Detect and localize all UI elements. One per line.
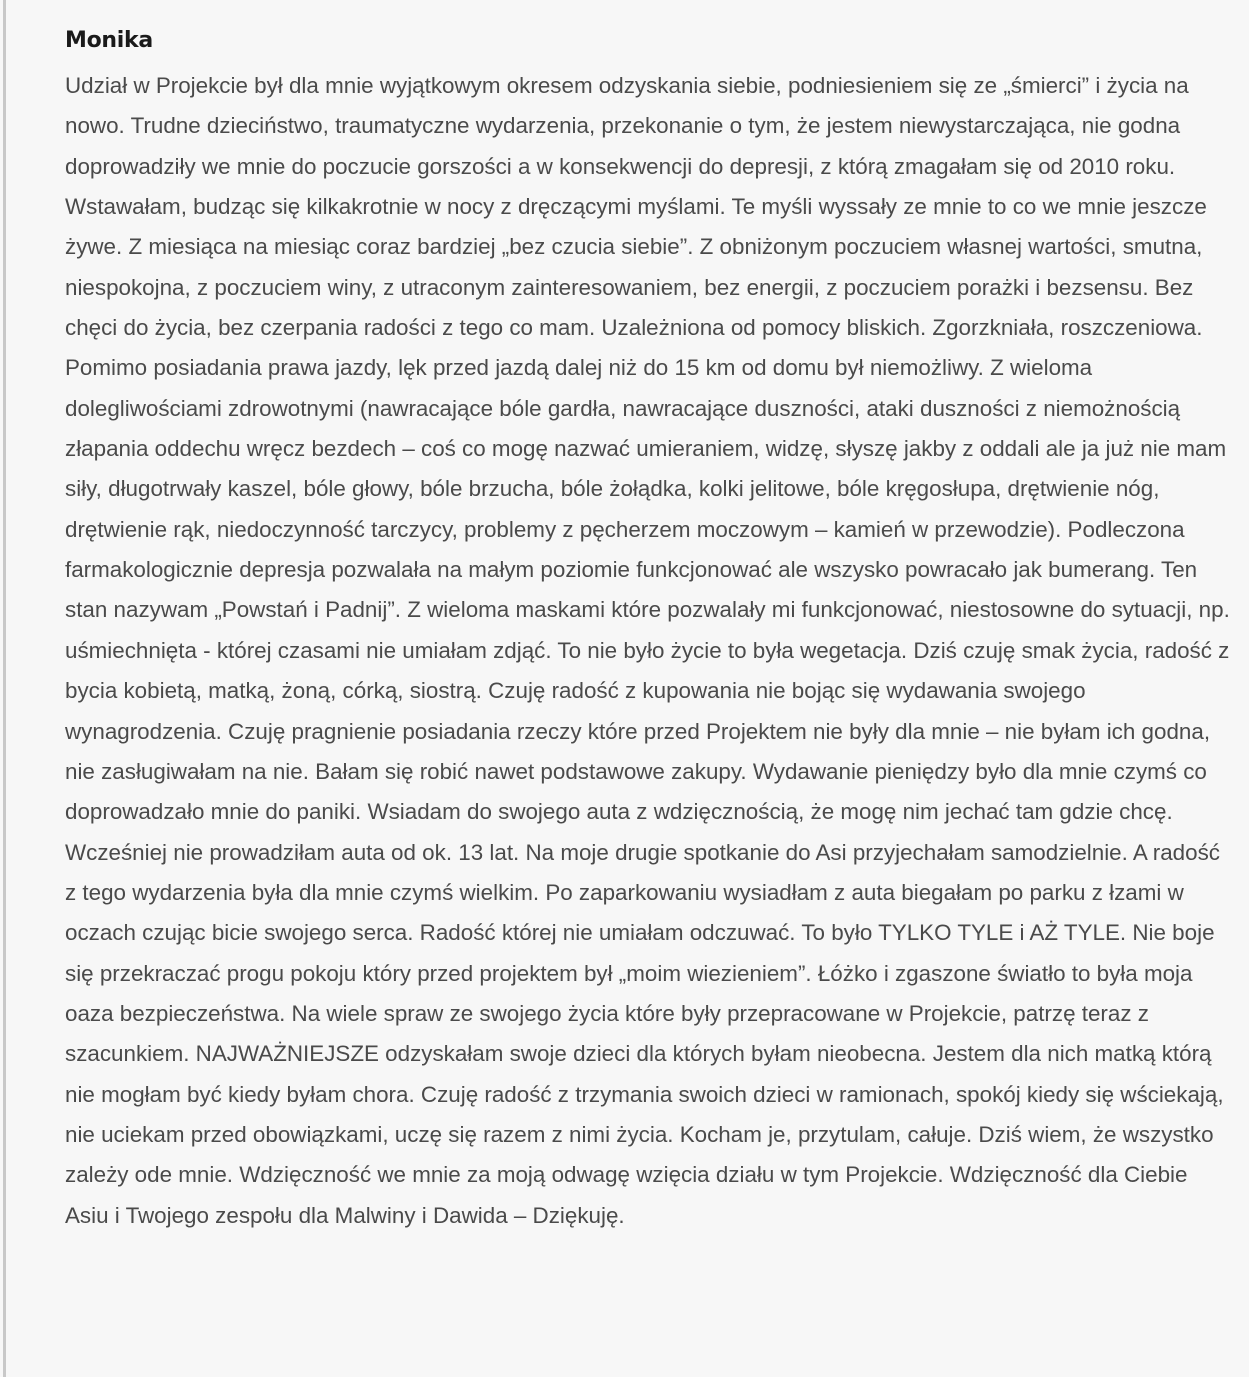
testimonial-author: Monika [65, 28, 153, 53]
testimonial-block [65, 26, 1235, 1236]
testimonial-text: Udział w Projekcie był dla mnie wyjątkowym okresem odzyskania siebie, podniesieniem się ze „śmierci” i życia na nowo. Trudne dzieciństwo, traumatyczne wydarzenia, przekonanie o tym, że jestem niewystarczająca, nie godna doprowadziły we mnie do poczucie gorszości a w konsekwencji do depresji, z którą zmagałam się od 2010 roku. Wstawałam, budząc się kilkakrotnie w nocy z dręczącymi myślami. Te myśli wyssały ze mnie to co we mnie jeszcze żywe. Z miesiąca na miesiąc coraz bardziej „bez czucia siebie”. Z obniżonym poczuciem własnej wartości, smutna, niespokojna, z poczuciem winy, z utraconym zainteresowaniem, bez energii, z poczuciem porażki i bezsensu. Bez chęci do życia, bez czerpania radości z tego co mam. Uzależniona od pomocy bliskich. Zgorzkniała, roszczeniowa. Pomimo posiadania prawa jazdy, lęk przed jazdą dalej niż do 15 km od domu był niemożliwy. Z wieloma dolegliwościami zdrowotnymi (nawracające bóle gardła, nawracające duszności, ataki duszności z niemożnością złapania oddechu wręcz bezdech – coś co mogę nazwać umieraniem, widzę, słyszę jakby z oddali ale ja już nie mam siły, długotrwały kaszel, bóle głowy, bóle brzucha, bóle żołądka, kolki jelitowe, bóle kręgosłupa, drętwienie nóg, drętwienie rąk, niedoczynność tarczycy, problemy z pęcherzem moczowym – kamień w przewodzie). Podleczona farmakologicznie depresja pozwalała na małym poziomie funkcjonować ale wszysko powracało jak bumerang. Ten stan nazywam „Powstań i Padnij”. Z wieloma maskami które pozwalały mi funkcjonować, niestosowne do sytuacji, np. uśmiechnięta - której czasami nie umiałam zdjąć. To nie było życie to była wegetacja. Dziś czuję smak życia, radość z bycia kobietą, matką, żoną, córką, siostrą. Czuję radość z kupowania nie bojąc się wydawania swojego wynagrodzenia. Czuję pragnienie posiadania rzeczy które przed Projektem nie były dla mnie – nie byłam ich godna, nie zasługiwałam na nie. Bałam się robić nawet podstawowe zakupy. Wydawanie pieniędzy było dla mnie czymś co doprowadzało mnie do paniki. Wsiadam do swojego auta z wdzięcznością, że mogę nim jechać tam gdzie chcę. Wcześniej nie prowadziłam auta od ok. 13 lat. Na moje drugie spotkanie do Asi przyjechałam samodzielnie. A radość z tego wydarzenia była dla mnie czymś wielkim. Po zaparkowaniu wysiadłam z auta biegałam po parku z łzami w oczach czując bicie swojego serca. Radość której nie umiałam odczuwać. To było TYLKO TYLE i AŻ TYLE. Nie boje się przekraczać progu pokoju który przed projektem był „moim wiezieniem”. Łóżko i zgaszone światło to była moja oaza bezpieczeństwa. Na wiele spraw ze swojego życia które były przepracowane w Projekcie, patrzę teraz z szacunkiem. NAJWAŻNIEJSZE odzyskałam swoje dzieci dla których byłam nieobecna. Jestem dla nich matką którą nie mogłam być kiedy byłam chora. Czuję radość z trzymania swoich dzieci w ramionach, spokój kiedy się wściekają, nie uciekam przed obowiązkami, uczę się razem z nimi życia. Kocham je, przytulam, całuje. Dziś wiem, że wszystko zależy ode mnie. Wdzięczność we mnie za moją odwagę wzięcia działu w tym Projekcie. Wdzięczność dla Ciebie Asiu i Twojego zespołu dla Malwiny i Dawida – Dziękuję. [65, 73, 1230, 1228]
left-border-rule [3, 0, 6, 1377]
